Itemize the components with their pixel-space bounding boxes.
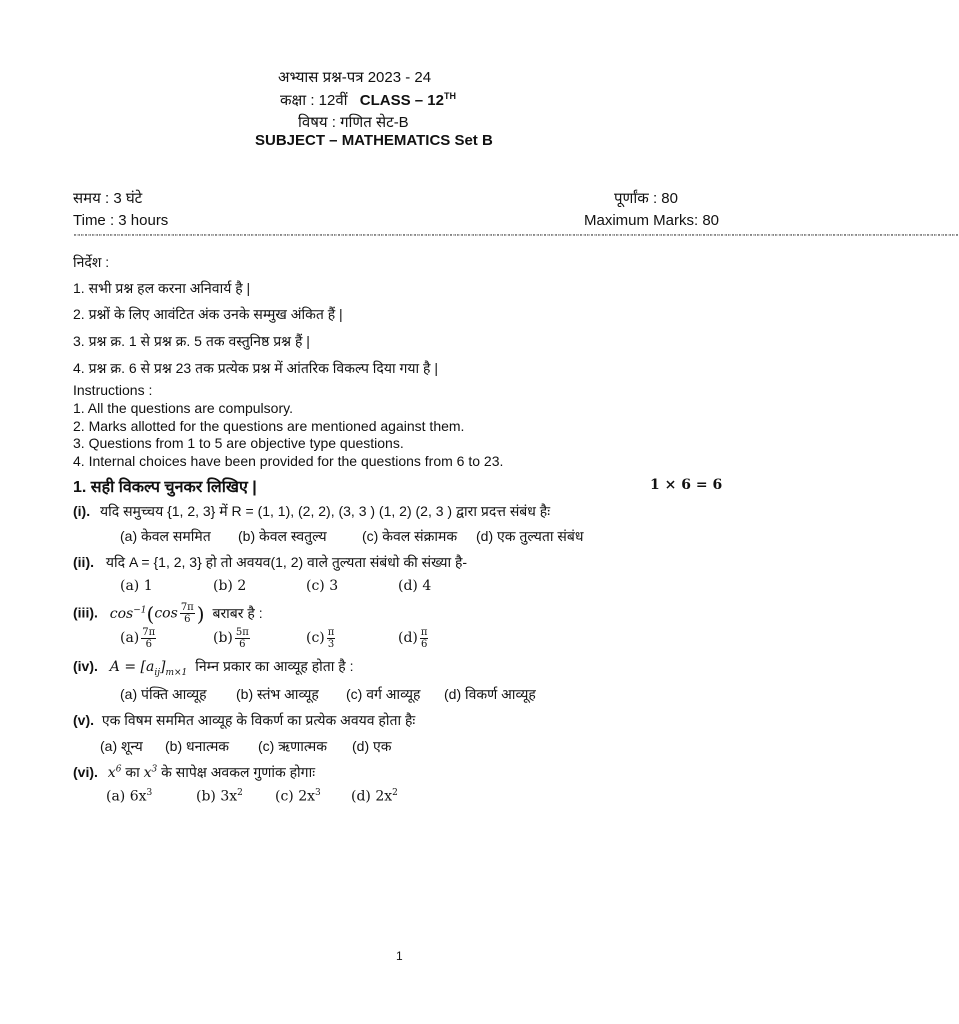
question-text: बराबर है : xyxy=(212,604,263,621)
class-english xyxy=(360,92,456,109)
page-number: 1 xyxy=(396,949,403,963)
instruction-hindi-item: 4. प्रश्न क्र. 6 से प्रश्न 23 तक प्रत्येक प्रश्न में आंतरिक विकल्प दिया गया है | xyxy=(73,360,438,376)
question-text: यदि समुच्चय {1, 2, 3} में R = (1, 1), (2, 2), (3, 3 ) (1, 2) (2, 3 ) द्वारा प्रदत्त संबंध हैः xyxy=(100,503,551,519)
time-english: Time : 3 hours xyxy=(73,212,169,229)
instruction-english-item: 4. Internal choices have been provided for the questions from 6 to 23. xyxy=(73,453,504,469)
fraction xyxy=(180,602,195,625)
option-label: (a) xyxy=(120,630,140,647)
question-6 xyxy=(73,763,315,782)
fraction-denominator: 6 xyxy=(420,639,428,650)
x3-exponent: 3 xyxy=(151,764,158,775)
cos-exponent: −1 xyxy=(133,605,147,615)
option-exponent: 2 xyxy=(392,788,398,798)
x6-term xyxy=(108,765,122,781)
time-hindi: समय : 3 घंटे xyxy=(73,190,143,207)
option-b: (b) 2 xyxy=(213,578,247,594)
option-d: (d) 4 xyxy=(398,578,432,594)
x3-term xyxy=(144,765,158,781)
matrix-bracket: ] xyxy=(160,659,166,675)
option-c: (c) केवल संक्रामक xyxy=(362,528,458,544)
option-c xyxy=(275,788,321,805)
option-c xyxy=(306,627,337,650)
option-d: (d) एक तुल्यता संबंध xyxy=(476,528,584,544)
marks-english: Maximum Marks: 80 xyxy=(584,212,720,229)
option-label: (b) xyxy=(213,630,233,647)
option-label: (d) 2x xyxy=(351,788,393,805)
option-label: (c) xyxy=(306,630,325,647)
option-label: (b) 3x xyxy=(196,788,238,805)
x6-base: x xyxy=(107,765,116,781)
option-fraction xyxy=(141,627,156,650)
option-c: (c) ऋणात्मक xyxy=(258,738,327,754)
instructions-english-heading: Instructions : xyxy=(73,382,153,398)
option-d: (d) एक xyxy=(352,738,392,754)
option-label: (a) 6x xyxy=(106,788,147,805)
option-d: (d) विकर्ण आव्यूह xyxy=(444,686,536,702)
option-a: (a) केवल सममित xyxy=(120,528,211,544)
question-text: यदि A = {1, 2, 3} हो तो अवयव(1, 2) वाले तुल्यता संबंधो की संख्या है- xyxy=(105,554,468,570)
option-exponent: 2 xyxy=(237,788,243,798)
option-a: (a) पंक्ति आव्यूह xyxy=(120,686,207,702)
question-number: (ii). xyxy=(73,554,94,570)
question-5 xyxy=(73,711,415,730)
open-paren: ( xyxy=(146,601,155,626)
fraction-numerator: 7π xyxy=(142,627,156,638)
fraction-denominator: 6 xyxy=(184,614,191,626)
option-b: (b) स्तंभ आव्यूह xyxy=(236,686,319,702)
cos-label: cos xyxy=(109,605,134,622)
class-english-text: CLASS – 12 xyxy=(359,92,444,109)
option-a: (a) 1 xyxy=(120,578,153,594)
option-fraction xyxy=(420,627,429,650)
question-text: के सापेक्ष अवकल गुणांक होगाः xyxy=(161,764,316,780)
option-b: (b) केवल स्वतुल्य xyxy=(238,528,327,544)
option-d xyxy=(398,627,430,650)
x3-base: x xyxy=(143,765,152,781)
fraction-numerator: π xyxy=(420,627,428,638)
instruction-hindi-item: 2. प्रश्नों के लिए आवंटित अंक उनके सम्मुख अंकित हैं | xyxy=(73,306,343,322)
instructions-hindi-heading: निर्देश : xyxy=(73,254,110,270)
instruction-english-item: 2. Marks allotted for the questions are mentioned against them. xyxy=(73,418,465,434)
option-label: (d) xyxy=(398,630,418,647)
option-exponent: 3 xyxy=(315,788,321,798)
cos-inverse xyxy=(110,606,147,622)
question-4 xyxy=(73,657,354,678)
instruction-english-item: 3. Questions from 1 to 5 are objective type questions. xyxy=(73,435,404,451)
instruction-english-item: 1. All the questions are compulsory. xyxy=(73,400,293,416)
option-c: (c) वर्ग आव्यूह xyxy=(346,686,421,702)
class-hindi: कक्षा : 12वीं xyxy=(280,92,348,109)
question-number: (vi). xyxy=(73,764,98,780)
fraction-denominator: 6 xyxy=(239,639,246,650)
question-number: (iv). xyxy=(73,658,98,674)
separator-rule: """"""""""""""""""""""""""""""""""""""""""""""""""""""""""""""""""""""""""""""""""""""""""""""""""""""""""""""""""""""""""""""""""""""""""""""""""""""""""""""""""""""""""""""""""""""""""""""""""""""""""""""""""""""""""""""""""""""""""""""""""""" xyxy=(73,233,959,241)
matrix-order: m×1 xyxy=(165,667,188,678)
question-number: (i). xyxy=(73,503,91,519)
question-text: एक विषम सममित आव्यूह के विकर्ण का प्रत्येक अवयव होता हैः xyxy=(101,712,416,728)
fraction-numerator: π xyxy=(327,627,335,638)
question-text: निम्न प्रकार का आव्यूह होता है : xyxy=(195,658,354,674)
matrix-notation xyxy=(109,659,188,678)
cos-inner-label: cos xyxy=(154,605,178,622)
matrix-index: ij xyxy=(154,667,161,678)
fraction-denominator: 3 xyxy=(327,639,335,650)
question-1 xyxy=(73,502,550,521)
header-class xyxy=(280,90,456,110)
class-english-sup: TH xyxy=(443,91,456,101)
question-3 xyxy=(73,598,263,626)
section-title: 1. सही विकल्प चुनकर लिखिए | xyxy=(73,479,257,496)
header-subject-hindi: विषय : गणित सेट-B xyxy=(298,114,409,131)
question-number: (iii). xyxy=(73,604,98,621)
fraction-numerator: 7π xyxy=(180,602,194,614)
matrix-lhs: A = [a xyxy=(109,659,155,675)
question-2 xyxy=(73,553,467,572)
option-a xyxy=(120,627,158,650)
option-b: (b) धनात्मक xyxy=(165,738,230,754)
marks-hindi: पूर्णांक : 80 xyxy=(614,190,678,207)
close-paren: ) xyxy=(196,601,205,626)
option-c: (c) 3 xyxy=(306,578,339,594)
instruction-hindi-item: 3. प्रश्न क्र. 1 से प्रश्न क्र. 5 तक वस्तुनिष्ठ प्रश्न हैं | xyxy=(73,333,310,349)
instruction-hindi-item: 1. सभी प्रश्न हल करना अनिवार्य है | xyxy=(73,280,251,296)
option-exponent: 3 xyxy=(146,788,153,798)
option-fraction xyxy=(235,627,250,650)
option-b xyxy=(213,627,252,650)
question-number: (v). xyxy=(73,712,94,728)
header-line1: अभ्यास प्रश्न-पत्र 2023 - 24 xyxy=(278,69,432,86)
x6-exponent: 6 xyxy=(115,764,122,775)
option-a: (a) शून्य xyxy=(100,738,143,754)
header-subject-english: SUBJECT – MATHEMATICS Set B xyxy=(255,132,493,149)
option-fraction xyxy=(327,627,336,650)
option-a xyxy=(106,788,152,805)
option-b xyxy=(196,788,243,805)
section-marks: 1 × 6 = 6 xyxy=(650,477,723,493)
option-label: (c) 2x xyxy=(275,788,316,805)
option-d xyxy=(351,788,398,805)
fraction-numerator: 5π xyxy=(235,627,249,638)
ka-word: का xyxy=(125,764,140,780)
fraction-denominator: 6 xyxy=(145,639,152,650)
